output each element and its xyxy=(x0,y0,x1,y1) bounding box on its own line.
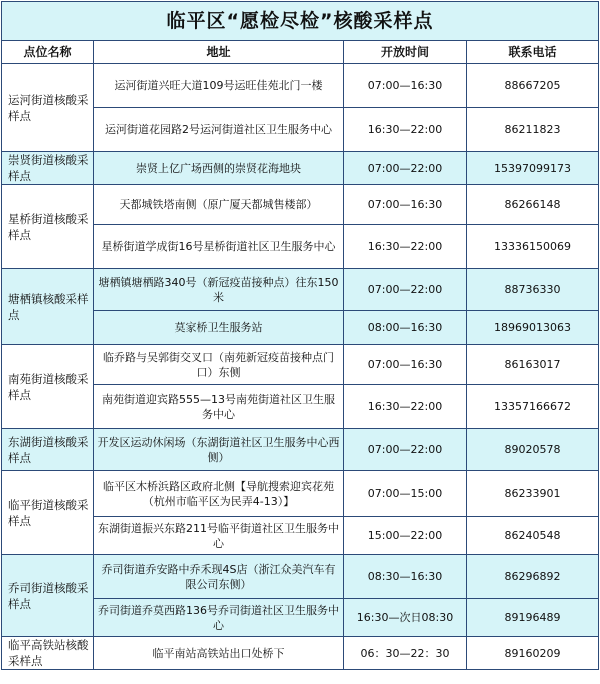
table-row xyxy=(2,429,599,471)
hours-cell: 06：30—22：30 xyxy=(344,637,467,670)
hours-cell: 16:30—22:00 xyxy=(344,225,467,269)
site-name-cell: 塘栖镇核酸采样点 xyxy=(2,269,94,345)
hours-cell: 07:00—22:00 xyxy=(344,152,467,185)
site-name-cell: 崇贤街道核酸采样点 xyxy=(2,152,94,185)
hours-cell: 16:30—22:00 xyxy=(344,385,467,429)
phone-cell: 88667205 xyxy=(467,64,599,108)
phone-cell: 13357166672 xyxy=(467,385,599,429)
address-cell: 崇贤上亿广场西侧的崇贤花海地块 xyxy=(94,152,344,185)
sampling-sites-sheet xyxy=(1,1,598,682)
column-header-hours: 开放时间 xyxy=(344,41,467,64)
site-name-cell: 星桥街道核酸采样点 xyxy=(2,185,94,269)
site-name-cell: 东湖街道核酸采样点 xyxy=(2,429,94,471)
address-cell: 南苑街道迎宾路555—13号南苑街道社区卫生服务中心 xyxy=(94,385,344,429)
column-header-phone: 联系电话 xyxy=(467,41,599,64)
address-cell: 星桥街道学成街16号星桥街道社区卫生服务中心 xyxy=(94,225,344,269)
table-row xyxy=(2,345,599,385)
table-body xyxy=(2,2,599,670)
hours-cell: 08:00—16:30 xyxy=(344,311,467,345)
phone-cell: 15397099173 xyxy=(467,152,599,185)
column-header-name: 点位名称 xyxy=(2,41,94,64)
table-row xyxy=(2,637,599,670)
phone-cell: 86266148 xyxy=(467,185,599,225)
address-cell: 天都城铁塔南侧（原广厦天都城售楼部） xyxy=(94,185,344,225)
phone-cell: 89020578 xyxy=(467,429,599,471)
address-cell: 运河街道花园路2号运河街道社区卫生服务中心 xyxy=(94,108,344,152)
address-cell: 临乔路与吴郭街交叉口（南苑新冠疫苗接种点门口）东侧 xyxy=(94,345,344,385)
sampling-sites-table xyxy=(1,1,599,670)
address-cell: 运河街道兴旺大道109号运旺佳苑北门一楼 xyxy=(94,64,344,108)
site-name-cell: 乔司街道核酸采样点 xyxy=(2,555,94,637)
address-cell: 东湖街道振兴东路211号临平街道社区卫生服务中心 xyxy=(94,517,344,555)
column-header-address: 地址 xyxy=(94,41,344,64)
hours-cell: 07:00—15:00 xyxy=(344,471,467,517)
phone-cell: 86163017 xyxy=(467,345,599,385)
table-row xyxy=(2,185,599,225)
hours-cell: 07:00—22:00 xyxy=(344,269,467,311)
table-row xyxy=(2,269,599,311)
address-cell: 乔司街道乔安路中乔禾现4S店（浙江众美汽车有限公司东侧） xyxy=(94,555,344,599)
hours-cell: 07:00—16:30 xyxy=(344,185,467,225)
title-row xyxy=(2,2,599,41)
phone-cell: 86296892 xyxy=(467,555,599,599)
address-cell: 开发区运动休闲场（东湖街道社区卫生服务中心西侧） xyxy=(94,429,344,471)
address-cell: 莫家桥卫生服务站 xyxy=(94,311,344,345)
phone-cell: 13336150069 xyxy=(467,225,599,269)
phone-cell: 86211823 xyxy=(467,108,599,152)
table-row xyxy=(2,555,599,599)
site-name-cell: 临平高铁站核酸采样点 xyxy=(2,637,94,670)
hours-cell: 07:00—16:30 xyxy=(344,64,467,108)
table-row xyxy=(2,152,599,185)
address-cell: 乔司街道乔莫西路136号乔司街道社区卫生服务中心 xyxy=(94,599,344,637)
hours-cell: 15:00—22:00 xyxy=(344,517,467,555)
site-name-cell: 南苑街道核酸采样点 xyxy=(2,345,94,429)
address-cell: 塘栖镇塘栖路340号（新冠疫苗接种点）往东150米 xyxy=(94,269,344,311)
phone-cell: 86240548 xyxy=(467,517,599,555)
hours-cell: 16:30—次日08:30 xyxy=(344,599,467,637)
table-row xyxy=(2,471,599,517)
table-row xyxy=(2,64,599,108)
phone-cell: 88736330 xyxy=(467,269,599,311)
hours-cell: 08:30—16:30 xyxy=(344,555,467,599)
site-name-cell: 临平街道核酸采样点 xyxy=(2,471,94,555)
phone-cell: 89196489 xyxy=(467,599,599,637)
address-cell: 临平区木桥浜路区政府北侧【导航搜索迎宾花苑（杭州市临平区为民弄4-13）】 xyxy=(94,471,344,517)
address-cell: 临平南站高铁站出口处桥下 xyxy=(94,637,344,670)
phone-cell: 18969013063 xyxy=(467,311,599,345)
header-row xyxy=(2,41,599,64)
phone-cell: 86233901 xyxy=(467,471,599,517)
page-title: 临平区“愿检尽检”核酸采样点 xyxy=(2,2,599,41)
hours-cell: 07:00—16:30 xyxy=(344,345,467,385)
hours-cell: 16:30—22:00 xyxy=(344,108,467,152)
phone-cell: 89160209 xyxy=(467,637,599,670)
hours-cell: 07:00—22:00 xyxy=(344,429,467,471)
site-name-cell: 运河街道核酸采样点 xyxy=(2,64,94,152)
